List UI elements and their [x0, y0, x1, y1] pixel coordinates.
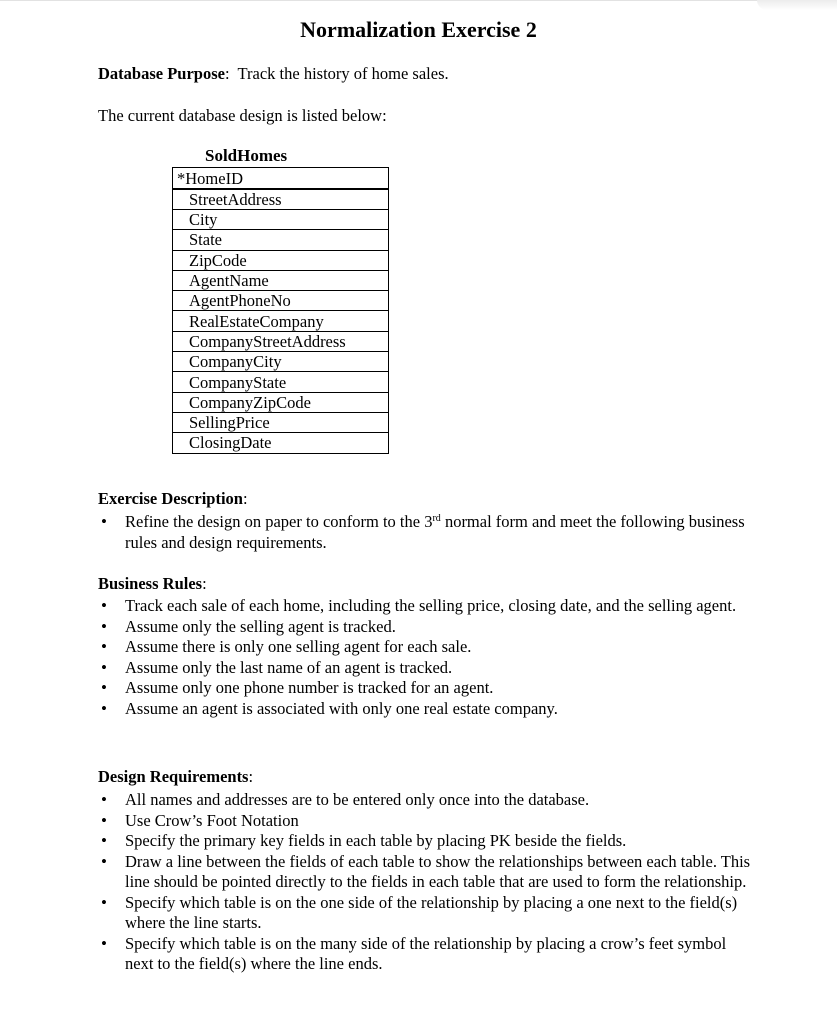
- table-field: AgentPhoneNo: [173, 291, 389, 311]
- table-field: CompanyZipCode: [173, 392, 389, 412]
- list-item: • Track each sale of each home, including the selling price, closing date, and the selling agent.: [98, 596, 758, 617]
- page-title: Normalization Exercise 2: [300, 17, 537, 42]
- top-border: [0, 0, 837, 1]
- table-field: SellingPrice: [173, 412, 389, 432]
- business-rules-heading-text: Business Rules: [98, 574, 203, 593]
- design-requirements-list: [98, 790, 758, 975]
- table-field: CompanyState: [173, 372, 389, 392]
- design-requirements-heading: Design Requirements:: [98, 767, 254, 786]
- table-field: CompanyStreetAddress: [173, 331, 389, 351]
- table-field: ClosingDate: [173, 433, 389, 453]
- list-item: • Assume there is only one selling agent for each sale.: [98, 637, 758, 658]
- exercise-text-before: Refine the design on paper to conform to the 3: [125, 512, 433, 531]
- list-item: • Assume an agent is associated with only one real estate company.: [98, 699, 758, 720]
- table-field: AgentName: [173, 270, 389, 290]
- soldhomes-table: [172, 167, 389, 454]
- window-corner-shadow: [757, 0, 837, 10]
- exercise-text-after: normal form and meet the following business rules and design requirements.: [125, 512, 745, 552]
- list-item: • Specify the primary key fields in each table by placing PK beside the fields.: [98, 831, 758, 852]
- table-name: SoldHomes: [205, 146, 288, 165]
- exercise-heading: Exercise Description:: [98, 489, 248, 508]
- list-item: • Assume only one phone number is tracked for an agent.: [98, 678, 758, 699]
- table-field: State: [173, 230, 389, 250]
- primary-key-field: *HomeID: [173, 168, 389, 190]
- purpose-label: Database Purpose: [98, 64, 225, 83]
- table-field: RealEstateCompany: [173, 311, 389, 331]
- exercise-superscript: rd: [432, 513, 441, 524]
- business-rules-heading: Business Rules:: [98, 574, 207, 593]
- list-item: • Specify which table is on the one side of the relationship by placing a one next to the field(s) where the line starts.: [98, 893, 758, 934]
- exercise-heading-text: Exercise Description: [98, 489, 243, 508]
- table-field: City: [173, 210, 389, 230]
- table-field: StreetAddress: [173, 189, 389, 210]
- list-item: • Assume only the selling agent is tracked.: [98, 617, 758, 638]
- list-item: • Use Crow’s Foot Notation: [98, 811, 758, 832]
- list-item: [98, 512, 758, 553]
- list-item: • Specify which table is on the many side of the relationship by placing a crow’s feet symbol next to the field(s) where the line ends.: [98, 934, 758, 975]
- list-item: • All names and addresses are to be entered only once into the database.: [98, 790, 758, 811]
- table-field: ZipCode: [173, 250, 389, 270]
- design-requirements-heading-text: Design Requirements: [98, 767, 249, 786]
- database-purpose: Database Purpose: Track the history of home sales.: [98, 64, 449, 83]
- current-design-text: The current database design is listed below:: [98, 106, 387, 125]
- list-item: • Draw a line between the fields of each table to show the relationships between each table. This line should be pointed directly to the fields in each table that are used to form the relationship.: [98, 852, 758, 893]
- purpose-text: Track the history of home sales.: [237, 64, 449, 83]
- table-field: CompanyCity: [173, 352, 389, 372]
- exercise-list: [98, 512, 758, 553]
- list-item: • Assume only the last name of an agent is tracked.: [98, 658, 758, 679]
- business-rules-list: [98, 596, 758, 719]
